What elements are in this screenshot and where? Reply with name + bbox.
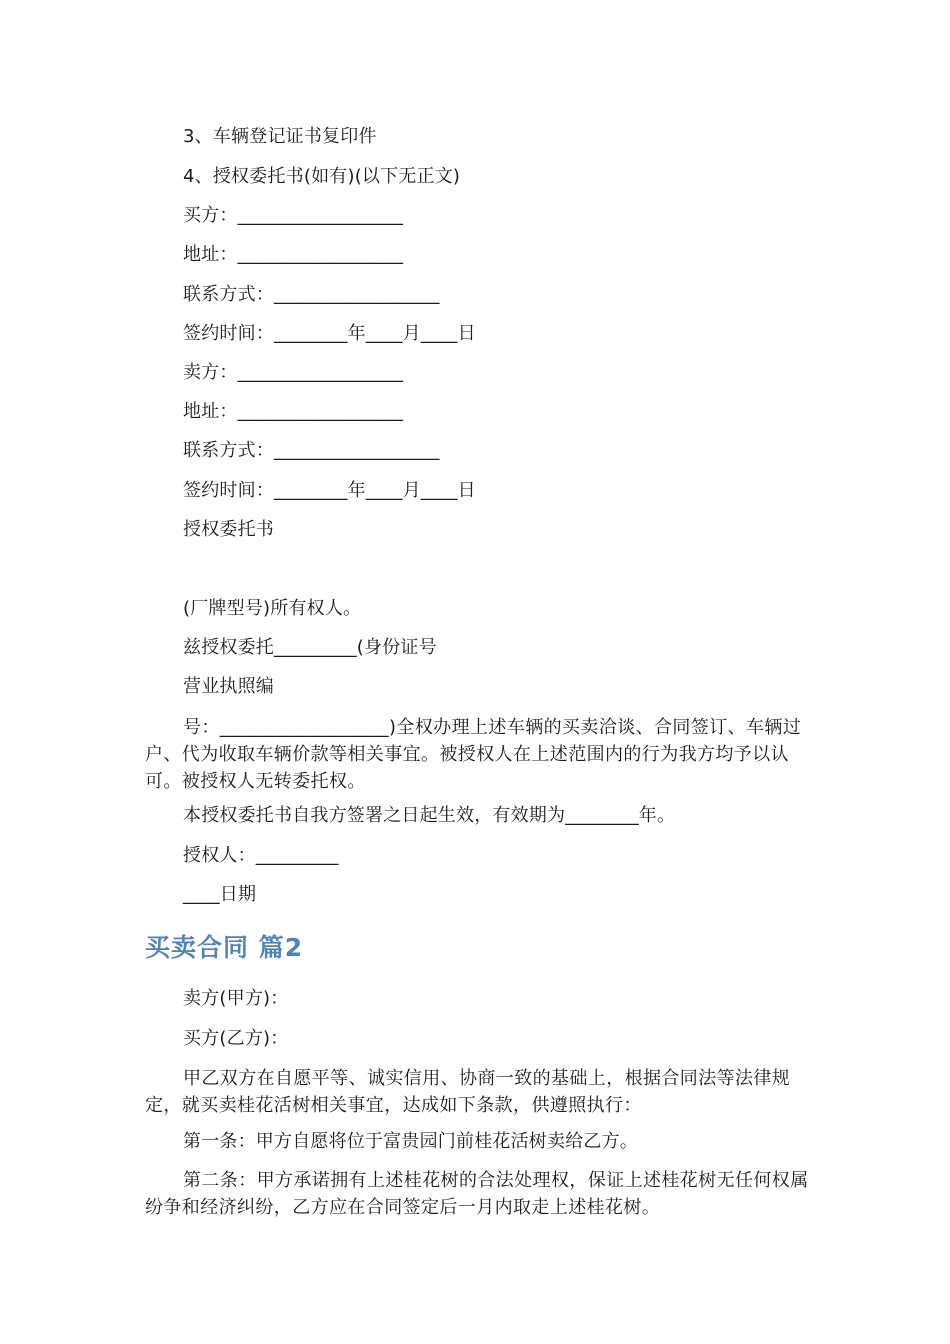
seller-contact-field: 联系方式：__________________	[183, 440, 440, 461]
buyer-field: 买方：__________________	[183, 205, 404, 226]
seller-field: 卖方：__________________	[183, 362, 404, 383]
seller-sign-time-field: 签约时间：________年____月____日	[183, 480, 476, 501]
article-2: 第二条：甲方承诺拥有上述桂花树的合法处理权，保证上述桂花树无任何权属纷争和经济纠纷，乙方应在合同签定后一月内取走上述桂花树。	[145, 1170, 809, 1218]
buyer-contact-field: 联系方式：__________________	[183, 284, 440, 305]
attachment-item-4: 4、授权委托书(如有)(以下无正文)	[183, 166, 461, 187]
authorization-scope-paragraph: 号：__________________)全权办理上述车辆的买卖洽谈、合同签订、车辆过户、代为收取车辆价款等相关事宜。被授权人在上述范围内的行为我方均予以认可。被授权人无转委托权。	[145, 717, 802, 792]
grantor-field: 授权人：_________	[183, 845, 339, 866]
poa-title: 授权委托书	[183, 519, 274, 540]
article-1: 第一条：甲方自愿将位于富贵园门前桂花活树卖给乙方。	[183, 1131, 638, 1152]
seller-address-field: 地址：__________________	[183, 401, 404, 422]
seller-party-field: 卖方(甲方)：	[183, 988, 289, 1009]
buyer-sign-time-field: 签约时间：________年____月____日	[183, 323, 476, 344]
buyer-address-field: 地址：__________________	[183, 244, 404, 265]
date-field: ____日期	[183, 884, 257, 905]
buyer-party-field: 买方(乙方)：	[183, 1028, 289, 1049]
license-line: 营业执照编	[183, 676, 274, 697]
owner-line: (厂牌型号)所有权人。	[183, 598, 362, 619]
entrust-line: 兹授权委托_________(身份证号	[183, 637, 437, 658]
attachment-item-3: 3、车辆登记证书复印件	[183, 126, 377, 147]
validity-line: 本授权委托书自我方签署之日起生效，有效期为________年。	[183, 805, 676, 826]
intro-paragraph: 甲乙双方在自愿平等、诚实信用、协商一致的基础上，根据合同法等法律规定，就买卖桂花活树相关事宜，达成如下条款，供遵照执行：	[145, 1068, 791, 1116]
section-heading: 买卖合同 篇2	[145, 933, 304, 962]
